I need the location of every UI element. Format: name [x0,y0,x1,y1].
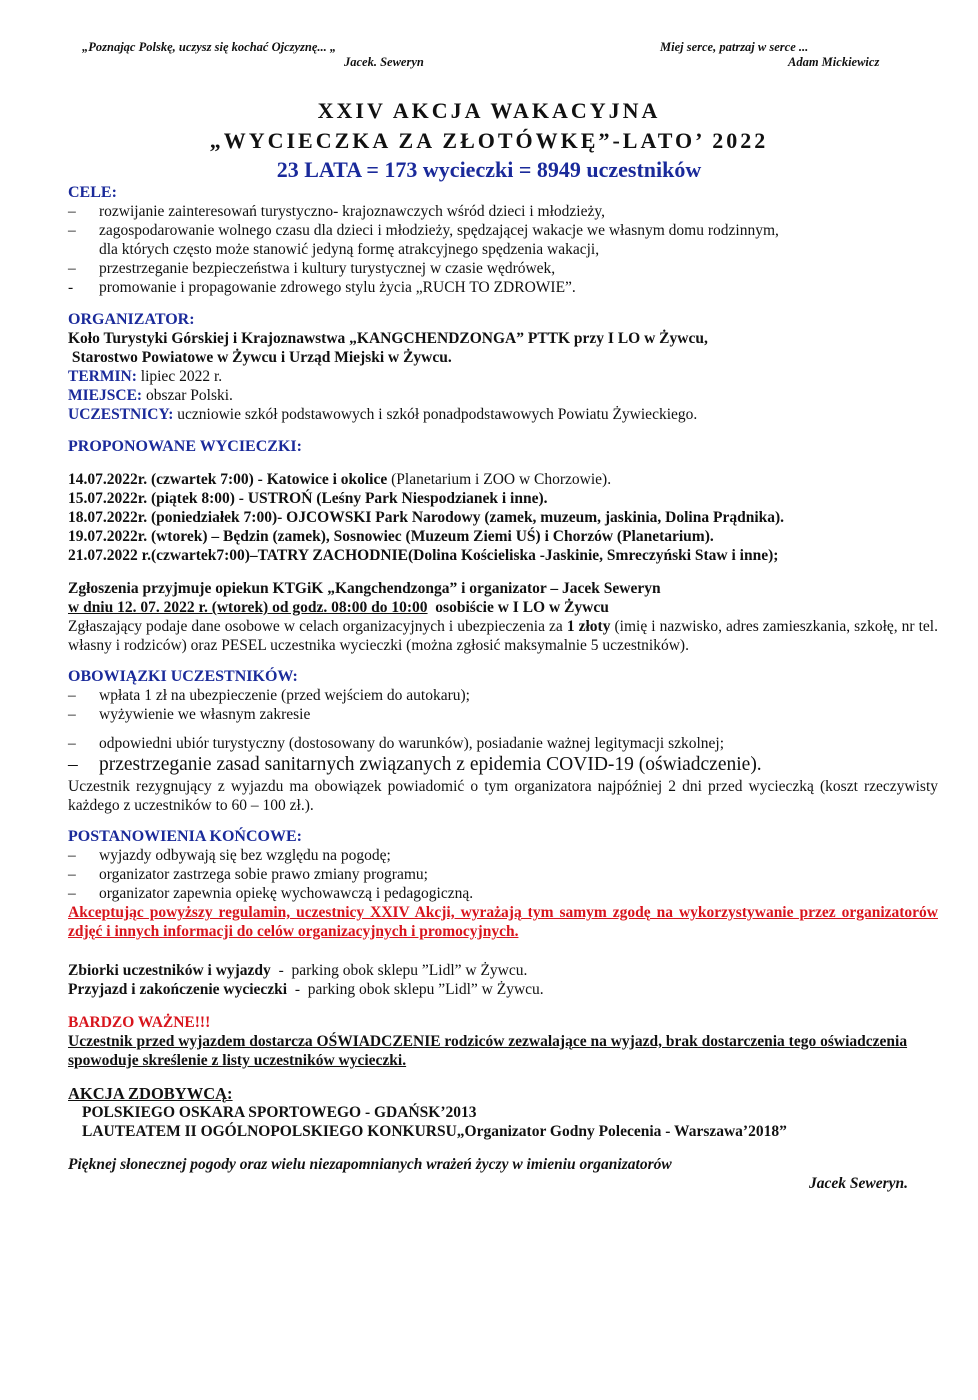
quote-left [82,40,424,70]
organizator-line-2: Starostwo Powiatowe w Żywcu i Urząd Miejski w Żywcu. [68,349,452,366]
title-line-1: XXIV AKCJA WAKACYJNA [317,98,661,123]
quote-left-text: „Poznając Polskę, uczysz się kochać Ojczyznę... „ [82,40,337,54]
list-item: 18.07.2022r. (poniedziałek 7:00)- OJCOWSKI Park Narodowy (zamek, muzeum, jaskinia, Dolina Prądnika). [68,509,785,526]
obowiazki-paragraph: Uczestnik rezygnujący z wyjazdu ma obowiązek powiadomić o tym organizatora najpóźniej 2 dni przed wycieczką (koszt rzeczywisty każdego z uczestników to 60 – 100 zł.). [68,778,938,814]
uczestnicy-row [68,405,938,424]
closing-line: Pięknej słonecznej pogody oraz wielu niezapomnianych wrażeń życzy w imieniu organizatorów [68,1156,672,1173]
uczestnicy-value: uczniowie szkół podstawowych i szkół ponadpodstawowych Powiatu Żywieckiego. [173,406,698,423]
list-item: 15.07.2022r. (piątek 8:00) - USTROŃ (Leśny Park Niespodzianek i inne). [68,490,548,507]
section-heading-organizator: ORGANIZATOR: [68,311,195,328]
list-item: – przestrzeganie bezpieczeństwa i kultury turystycznej w czasie wędrówek, [68,260,556,277]
section-heading-postanowienia: POSTANOWIENIA KOŃCOWE: [68,828,302,845]
document-body [68,183,938,1193]
cele-list [68,202,938,297]
title-line-2: „WYCIECZKA ZA ZŁOTÓWKĘ”-LATO’ 2022 [209,128,769,153]
award-line-2: LAUTEATEM II OGÓLNOPOLSKIEGO KONKURSU„Organizator Godny Polecenia - Warszawa’2018” [82,1123,787,1140]
zbiorki-row-1: Zbiorki uczestników i wyjazdy - parking obok sklepu ”Lidl” w Żywcu. [68,962,528,979]
section-heading-obowiazki: OBOWIĄZKI UCZESTNIKÓW: [68,668,298,685]
list-item: – wyżywienie we własnym zakresie [68,706,311,723]
list-item: 14.07.2022r. (czwartek 7:00) - Katowice i okolice (Planetarium i ZOO w Chorzowie). [68,471,612,488]
zgloszenia-paragraph: Zgłaszający podaje dane osobowe w celach organizacyjnych i ubezpieczenia za 1 złoty (imię i nazwisko, adres zamieszkania, szkołę, nr tel. własny i rodziców) oraz PESEL uczestnika wycieczki (można zgłosić maksymalnie 5 uczestników). [68,618,938,654]
important-heading: BARDZO WAŻNE!!! [68,1014,211,1031]
section-heading-cele: CELE: [68,184,117,201]
organizator-line-1: Koło Turystyki Górskiej i Krajoznawstwa „KANGCHENDZONGA” PTTK przy I LO w Żywcu, [68,330,708,347]
quote-right [660,40,879,70]
postanowienia-list [68,846,938,903]
quote-left-author: Jacek. Seweryn [344,55,424,69]
list-item: – wyjazdy odbywają się bez względu na pogodę; [68,847,391,864]
miejsce-row [68,386,938,405]
wycieczki-list [68,470,938,565]
quote-right-text: Miej serce, patrzaj w serce ... [660,40,809,54]
list-item: – organizator zapewnia opiekę wychowawczą i pedagogiczną. [68,885,474,902]
award-line-1: POLSKIEGO OSKARA SPORTOWEGO - GDAŃSK’2013 [82,1104,477,1121]
list-item: 19.07.2022r. (wtorek) – Będzin (zamek), Sosnowiec (Muzeum Ziemi UŚ) i Chorzów (Planetarium). [68,528,714,545]
obowiazki-list [68,686,938,777]
consent-notice: Akceptując powyższy regulamin, uczestnicy XXIV Akcji, wyrażają tym samym zgodę na wykorzystywanie przez organizatorów zdjęć i innych informacji do celów organizacyjnych i promocyjnych. [68,904,938,940]
list-item: dla których często może stanowić jedyną formę atrakcyjnego spędzenia wakacji, [99,241,600,258]
miejsce-label: MIEJSCE: [68,387,143,404]
title-stats: 23 LATA = 173 wycieczki = 8949 uczestników [276,157,702,182]
quote-right-author: Adam Mickiewicz [788,55,880,69]
termin-label: TERMIN: [68,368,137,385]
zbiorki-row-2: Przyjazd i zakończenie wycieczki - parking obok sklepu ”Lidl” w Żywcu. [68,981,544,998]
uczestnicy-label: UCZESTNICY: [68,406,174,423]
signature: Jacek Seweryn. [808,1175,908,1192]
section-heading-wycieczki: PROPONOWANE WYCIECZKI: [68,438,302,455]
list-item: – zagospodarowanie wolnego czasu dla dzieci i młodzieży, spędzającej wakacje we własnym domu rodzinnym, [68,222,779,239]
miejsce-value: obszar Polski. [142,387,233,404]
important-text: Uczestnik przed wyjazdem dostarcza OŚWIADCZENIE rodziców zezwalające na wyjazd, brak dostarczenia tego oświadczenia spowoduje skreślenie z listy uczestników wycieczki. [68,1033,908,1069]
list-item: – odpowiedni ubiór turystyczny (dostosowany do warunków), posiadanie ważnej legitymacji szkolnej; [68,735,725,752]
awards-heading: AKCJA ZDOBYWCĄ: [68,1084,233,1103]
termin-row [68,367,938,386]
zgloszenia-line-1: Zgłoszenia przyjmuje opiekun KTGiK „Kangchendzonga” i organizator – Jacek Seweryn [68,580,661,597]
zgloszenia-line-2: w dniu 12. 07. 2022 r. (wtorek) od godz. 08:00 do 10:00 osobiście w I LO w Żywcu [68,599,609,616]
list-item: 21.07.2022 r.(czwartek7:00)–TATRY ZACHODNIE(Dolina Kościeliska -Jaskinie, Smreczyński Staw i inne); [68,547,779,564]
termin-value: lipiec 2022 r. [136,368,223,385]
list-item: – rozwijanie zainteresowań turystyczno- krajoznawczych wśród dzieci i młodzieży, [68,203,605,220]
list-item: - promowanie i propagowanie zdrowego stylu życia „RUCH TO ZDROWIE”. [68,279,576,296]
list-item: – wpłata 1 zł na ubezpieczenie (przed wejściem do autokaru); [68,687,470,704]
zgloszenia-date: w dniu 12. 07. 2022 r. (wtorek) od godz. 08:00 do 10:00 [68,599,428,616]
list-item: – organizator zastrzega sobie prawo zmiany programu; [68,866,428,883]
list-item-covid: – przestrzeganie zasad sanitarnych związanych z epidemia COVID-19 (oświadczenie). [68,754,762,775]
